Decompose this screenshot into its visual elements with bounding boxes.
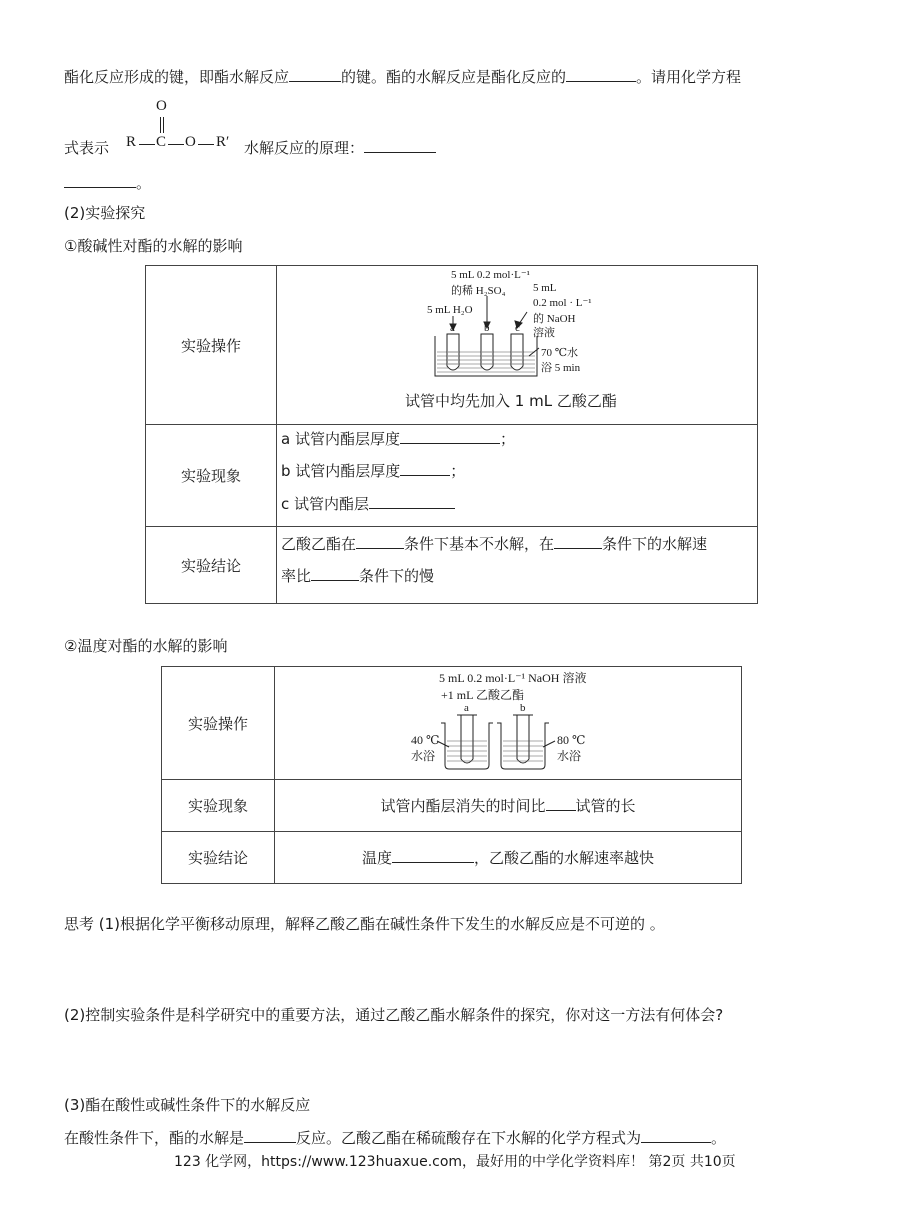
blank	[546, 796, 576, 811]
blank	[554, 534, 602, 549]
think-question-1: 思考 (1)根据化学平衡移动原理，解释乙酸乙酯在碱性条件下发生的水解反应是不可逆的 。	[64, 915, 665, 933]
subsection-heading: ①酸碱性对酯的水解的影响	[64, 237, 243, 255]
operation-cell: 5 mL 0.2 mol·L⁻¹ NaOH 溶液 +1 mL 乙酸乙酯 a b 40 ℃ 水浴 80 ℃ 水浴	[275, 667, 742, 780]
section-heading: (2)实验探究	[64, 204, 146, 222]
blank	[64, 173, 136, 188]
think-question-2: (2)控制实验条件是科学研究中的重要方法，通过乙酸乙酯水解条件的探究，你对这一方法有何体会?	[64, 1006, 724, 1024]
subsection-heading: ②温度对酯的水解的影响	[64, 637, 228, 655]
acid-base-table	[145, 265, 758, 604]
double-bond	[160, 117, 162, 133]
bond	[198, 144, 214, 145]
row-label: 实验操作	[146, 266, 277, 425]
bond	[139, 144, 155, 145]
blank	[289, 67, 341, 82]
conclusion-cell: 温度 ，乙酸乙酯的水解速率越快	[275, 832, 742, 884]
section3-line: 在酸性条件下，酯的水解是 反应。乙酸乙酯在稀硫酸存在下水解的化学方程式为 。	[64, 1129, 727, 1147]
ester-structure: O R C O R′	[126, 98, 230, 150]
blank	[244, 1128, 296, 1143]
intro-line-2b: 水解反应的原理：	[244, 137, 436, 158]
blank	[356, 534, 404, 549]
row-label: 实验操作	[162, 667, 275, 780]
blank	[364, 138, 436, 153]
blank	[566, 67, 636, 82]
blank	[400, 429, 500, 444]
conclusion-cell: 乙酸乙酯在 条件下基本不水解，在 条件下的水解速 率比 条件下的慢	[277, 527, 758, 604]
intro-line-1: 酯化反应形成的键，即酯水解反应 的键。酯的水解反应是酯化反应的 。请用化学方程	[64, 68, 742, 86]
temperature-table	[161, 666, 742, 884]
operation-cell: 5 mL 0.2 mol·L⁻¹ 的稀 H₂SO₄ 5 mL 5 mL H₂O 0.2 mol · L⁻¹ 的 NaOH a b c 溶液 70 ℃水 浴 5 min 试管中均先加入 1 mL 乙酸乙酯	[277, 266, 758, 425]
row-label: 实验现象	[162, 780, 275, 832]
intro-line-3: 。	[64, 172, 151, 193]
row-label: 实验结论	[162, 832, 275, 884]
blank	[311, 566, 359, 581]
figure-caption: 试管中均先加入 1 mL 乙酸乙酯	[405, 392, 617, 410]
double-bond	[163, 117, 165, 133]
section-heading: (3)酯在酸性或碱性条件下的水解反应	[64, 1096, 311, 1114]
bond	[168, 144, 184, 145]
blank	[641, 1128, 711, 1143]
page-footer: 123 化学网，https://www.123huaxue.com，最好用的中学化学资料库！ 第2页 共10页	[174, 1154, 736, 1170]
row-label: 实验现象	[146, 425, 277, 527]
blank	[369, 494, 455, 509]
row-label: 实验结论	[146, 527, 277, 604]
observation-cell: a 试管内酯层厚度 ； b 试管内酯层厚度 ； c 试管内酯层	[277, 425, 758, 527]
observation-cell: 试管内酯层消失的时间比 试管的长	[275, 780, 742, 832]
blank	[392, 848, 474, 863]
intro-line-2: 式表示	[64, 139, 110, 157]
blank	[400, 461, 450, 476]
